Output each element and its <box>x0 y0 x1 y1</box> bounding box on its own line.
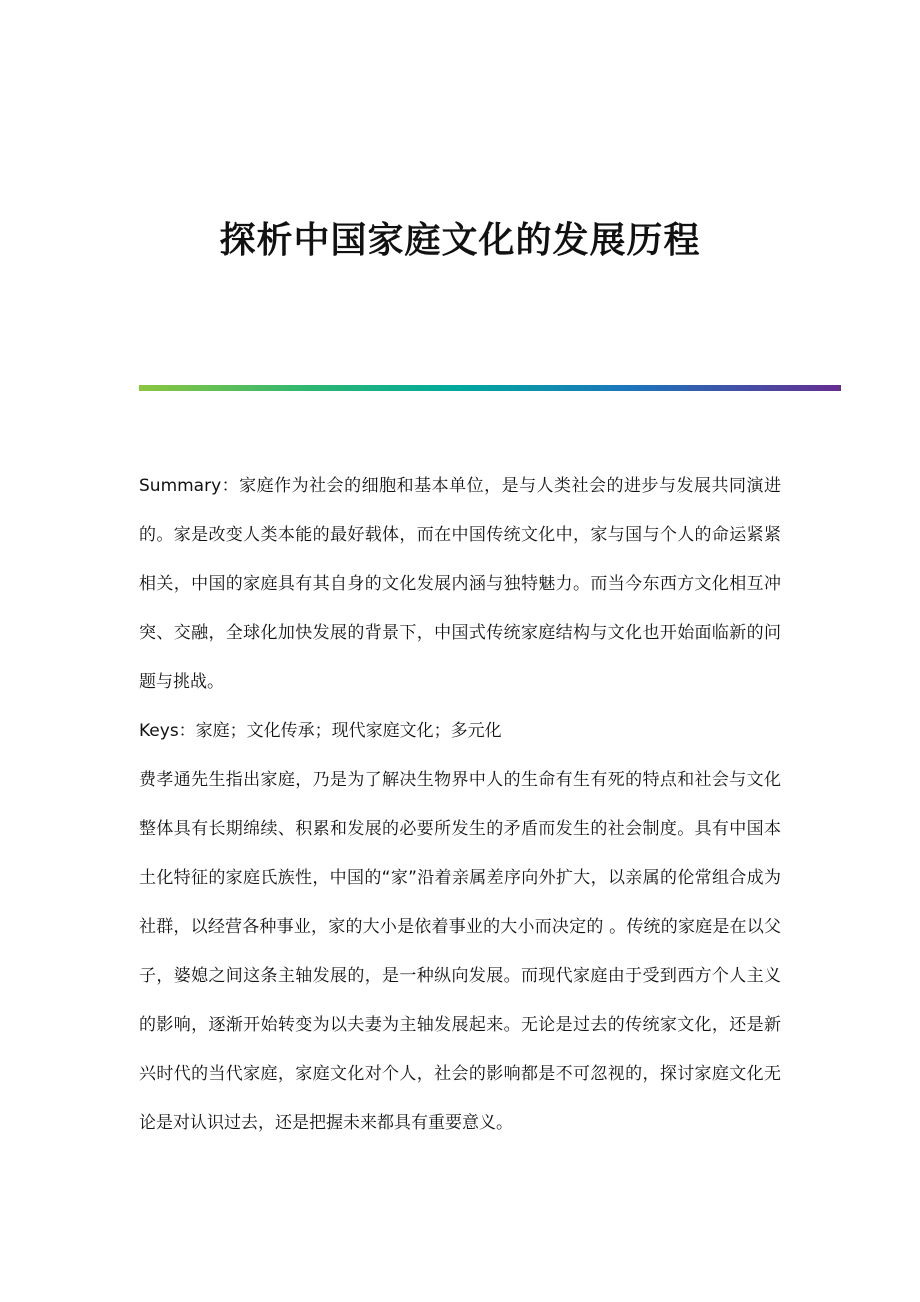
page-title: 探析中国家庭文化的发展历程 <box>219 219 701 261</box>
body-paragraph: 费孝通先生指出家庭，乃是为了解决生物界中人的生命有生有死的特点和社会与文化整体具有长期绵续、积累和发展的必要所发生的矛盾而发生的社会制度。具有中国本土化特征的家庭氏族性，中国的“家”沿着亲属差序向外扩大，以亲属的伦常组合成为社群，以经营各种事业，家的大小是依着事业的大小而决定的 。传统的家庭是在以父子，婆媳之间这条主轴发展的，是一种纵向发展。而现代家庭由于受到西方个人主义的影响，逐渐开始转变为以夫妻为主轴发展起来。无论是过去的传统家文化，还是新兴时代的当代家庭，家庭文化对个人，社会的影响都是不可忽视的，探讨家庭文化无论是对认识过去，还是把握未来都具有重要意义。 <box>139 770 781 1133</box>
summary-paragraph: Summary：家庭作为社会的细胞和基本单位，是与人类社会的进步与发展共同演进的。家是改变人类本能的最好载体，而在中国传统文化中，家与国与个人的命运紧紧相关，中国的家庭具有其自身的文化发展内涵与独特魅力。而当今东西方文化相互冲突、交融，全球化加快发展的背景下，中国式传统家庭结构与文化也开始面临新的问题与挑战。 <box>139 476 781 692</box>
keys-paragraph: Keys：家庭；文化传承；现代家庭文化；多元化 <box>139 721 502 741</box>
title-divider <box>139 385 841 391</box>
document-body <box>139 462 781 1148</box>
